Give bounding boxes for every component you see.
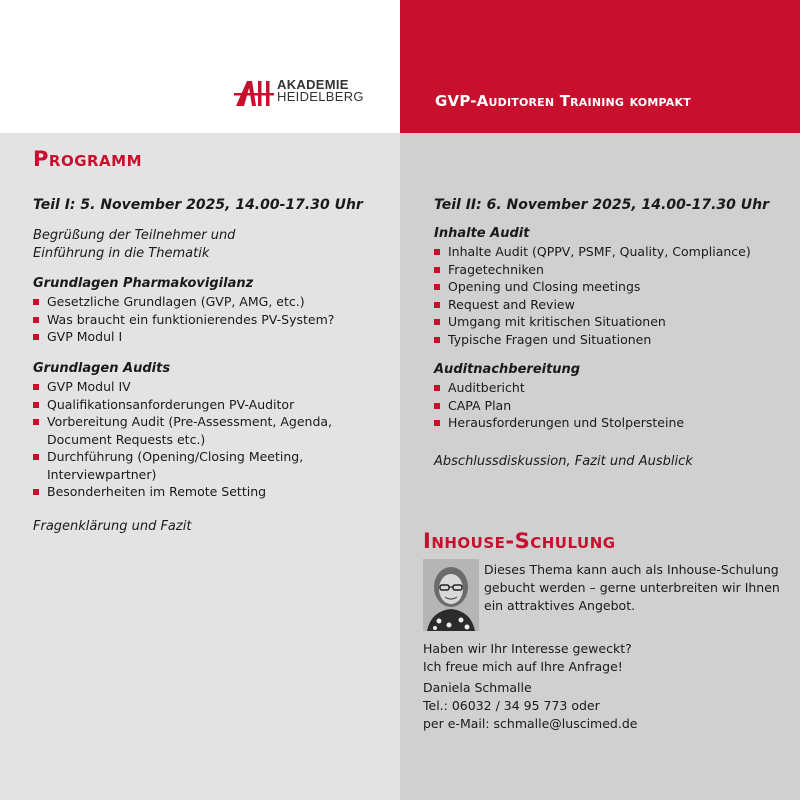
inhouse-text [484, 561, 780, 615]
logo-line2: HEIDELBERG [277, 89, 364, 104]
part1-group-audits [33, 360, 332, 501]
list-item: Auditbericht [434, 379, 684, 397]
part2-closing: Abschlussdiskussion, Fazit und Ausblick [434, 454, 693, 469]
inhouse-text-line: ein attraktives Angebot. [484, 598, 636, 613]
list-item: Request and Review [434, 296, 751, 314]
item-list [33, 293, 334, 346]
list-item: Vorbereitung Audit (Pre-Assessment, Agenda, Document Requests etc.) [33, 413, 332, 448]
list-item: Durchführung (Opening/Closing Meeting, Interviewpartner) [33, 448, 332, 483]
list-item: Qualifikationsanforderungen PV-Auditor [33, 396, 332, 414]
group-title: Auditnachbereitung [434, 362, 581, 377]
list-item: GVP Modul IV [33, 378, 332, 396]
part2-group-inhalte [434, 225, 751, 348]
part1-heading: Teil I: 5. November 2025, 14.00-17.30 Uhr [33, 197, 363, 213]
list-item: Herausforderungen und Stolpersteine [434, 414, 684, 432]
part1-closing: Fragenklärung und Fazit [33, 519, 192, 534]
question-line2: Ich freue mich auf Ihre Anfrage! [423, 659, 623, 674]
list-item: Gesetzliche Grundlagen (GVP, AMG, etc.) [33, 293, 334, 311]
part1-group-pharmakovigilanz [33, 275, 334, 346]
item-list [434, 243, 751, 348]
list-item: Was braucht ein funktionierendes PV-System? [33, 311, 334, 329]
inhouse-title: Inhouse-Schulung [423, 529, 616, 553]
part1-intro [33, 227, 235, 263]
header-right-panel [400, 0, 800, 133]
contact-info [423, 679, 637, 733]
list-item: Inhalte Audit (QPPV, PSMF, Quality, Compliance) [434, 243, 751, 261]
inhouse-question [423, 640, 632, 676]
list-item: GVP Modul I [33, 328, 334, 346]
inhouse-text-line: Dieses Thema kann auch als Inhouse-Schulung [484, 562, 779, 577]
logo-line1: AKADEMIE [277, 77, 349, 92]
group-title: Grundlagen Pharmakovigilanz [33, 276, 254, 291]
list-item: Umgang mit kritischen Situationen [434, 313, 751, 331]
list-item: Opening und Closing meetings [434, 278, 751, 296]
part1-intro-line1: Begrüßung der Teilnehmer und [33, 228, 236, 243]
akademie-heidelberg-logo [234, 78, 364, 108]
programm-title: Programm [33, 147, 143, 171]
contact-email[interactable]: per e-Mail: schmalle@luscimed.de [423, 716, 638, 731]
inhouse-text-line: gebucht werden – gerne unterbreiten wir Ihnen [484, 580, 780, 595]
list-item: Besonderheiten im Remote Setting [33, 483, 332, 501]
part2-group-nachbereitung [434, 361, 684, 432]
part1-intro-line2: Einführung in die Thematik [33, 246, 210, 261]
contact-phone[interactable]: Tel.: 06032 / 34 95 773 oder [423, 698, 600, 713]
contact-name: Daniela Schmalle [423, 680, 532, 695]
item-list [33, 378, 332, 501]
part2-heading: Teil II: 6. November 2025, 14.00-17.30 Uhr [434, 197, 770, 213]
page-title: GVP-Auditoren Training kompakt [435, 92, 691, 110]
list-item: CAPA Plan [434, 397, 684, 415]
item-list [434, 379, 684, 432]
group-title: Inhalte Audit [434, 226, 530, 241]
logo-mark-icon [234, 78, 274, 108]
list-item: Fragetechniken [434, 261, 751, 279]
header-left-panel [0, 0, 400, 133]
question-line1: Haben wir Ihr Interesse geweckt? [423, 641, 632, 656]
group-title: Grundlagen Audits [33, 361, 171, 376]
contact-photo [423, 559, 479, 631]
list-item: Typische Fragen und Situationen [434, 331, 751, 349]
